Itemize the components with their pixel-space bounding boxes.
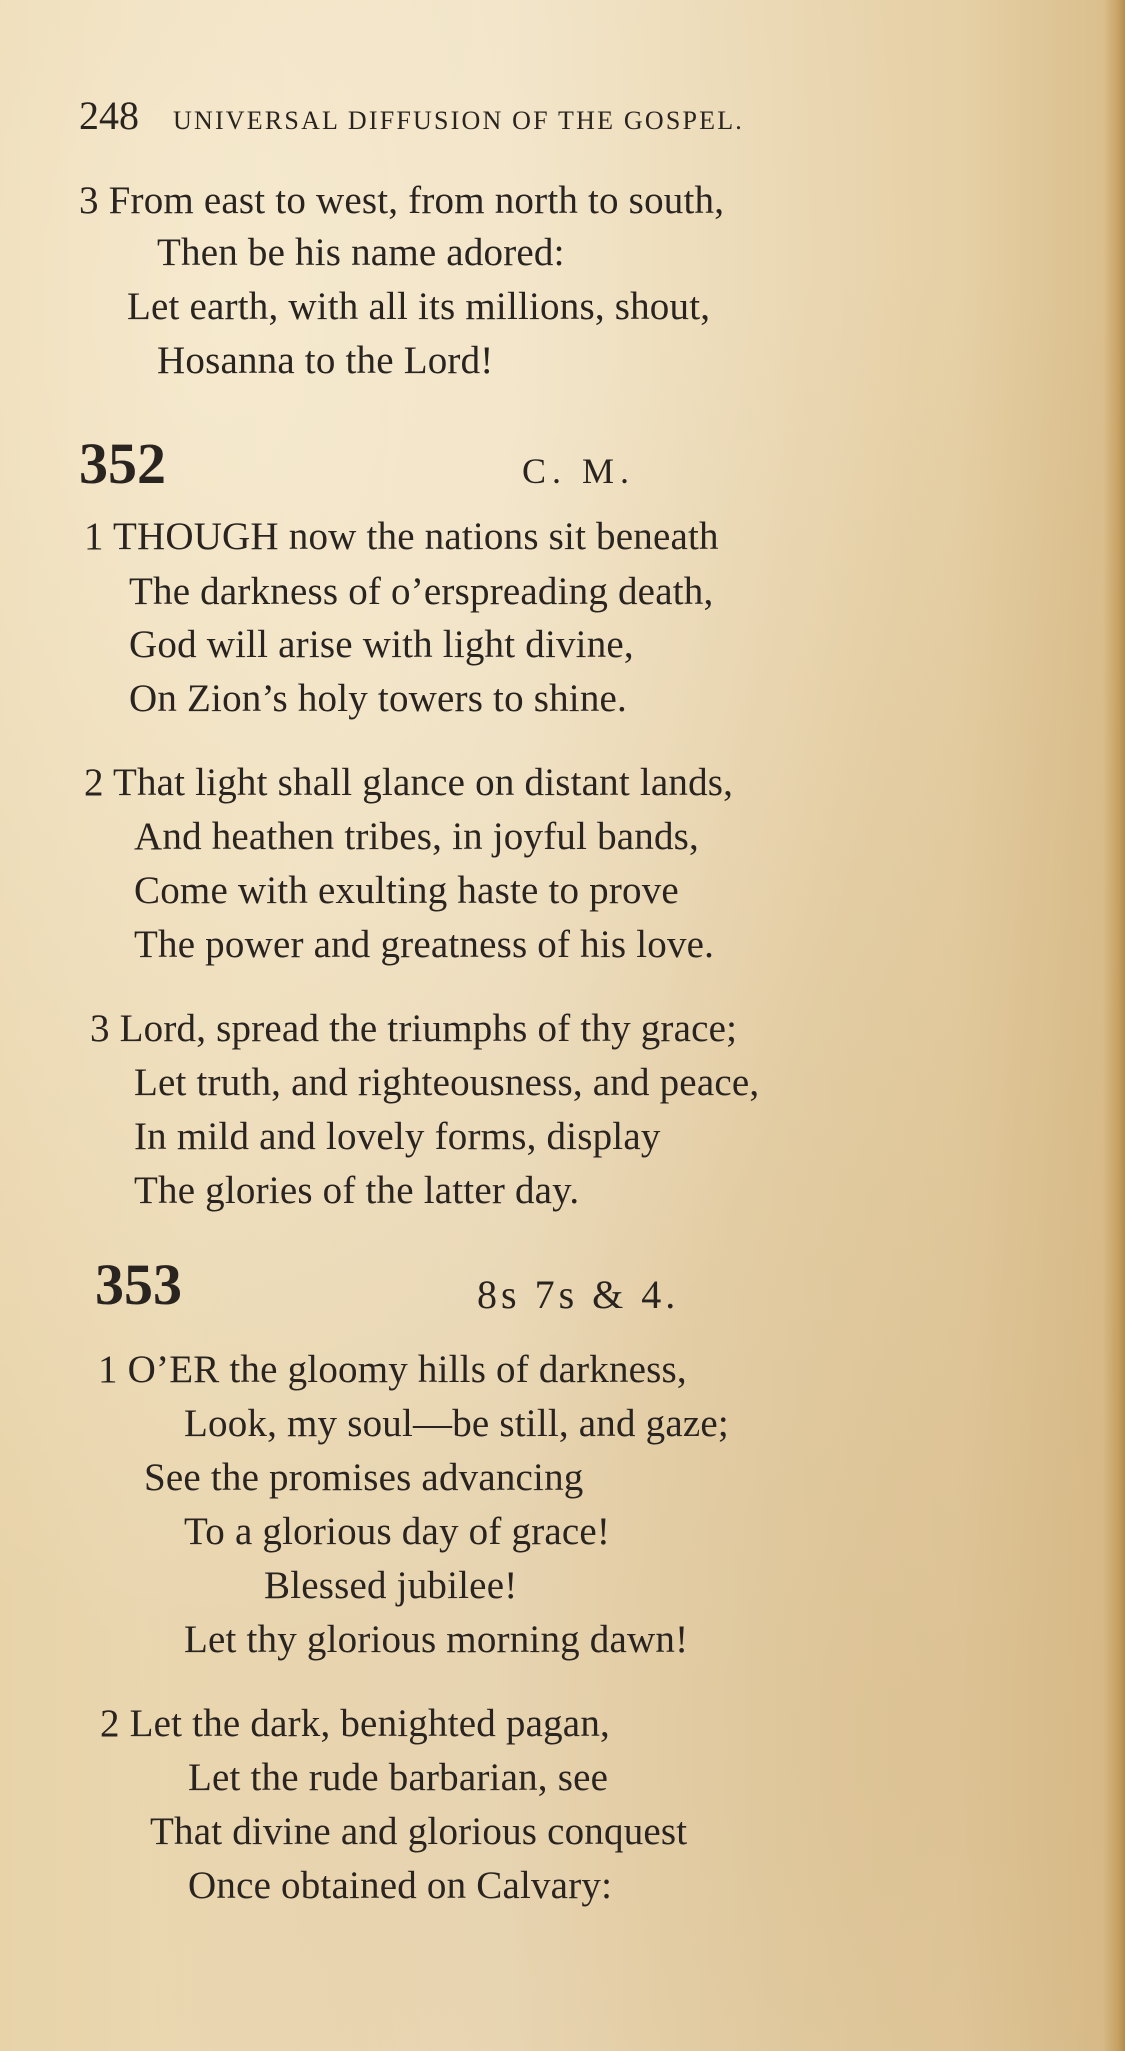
stanza-line: Once obtained on Calvary: bbox=[188, 1864, 613, 1907]
stanza-line: 1 THOUGH now the nations sit beneath bbox=[84, 515, 719, 558]
stanza-line: 3 Lord, spread the triumphs of thy grace; bbox=[90, 1007, 738, 1050]
stanza-line: In mild and lovely forms, display bbox=[134, 1115, 661, 1158]
stanza-line: Let thy glorious morning dawn! bbox=[184, 1618, 689, 1661]
continued-stanza-line: Hosanna to the Lord! bbox=[157, 339, 494, 382]
stanza-line: The glories of the latter day. bbox=[134, 1169, 580, 1212]
continued-stanza-line: Then be his name adored: bbox=[157, 231, 565, 274]
stanza-line: See the promises advancing bbox=[144, 1456, 584, 1499]
stanza-line: 2 That light shall glance on distant lands, bbox=[84, 761, 734, 804]
hymn-meter: 8s 7s & 4. bbox=[477, 1272, 680, 1317]
running-header bbox=[79, 92, 744, 139]
stanza-line: Look, my soul—be still, and gaze; bbox=[184, 1402, 729, 1445]
stanza-line: 1 O’ER the gloomy hills of darkness, bbox=[98, 1348, 687, 1391]
hymn-number: 352 bbox=[79, 431, 166, 496]
continued-stanza-line: Let earth, with all its millions, shout, bbox=[127, 285, 711, 328]
stanza-line: Let the rude barbarian, see bbox=[188, 1756, 609, 1799]
hymn-meter: C. M. bbox=[522, 451, 636, 491]
running-title: UNIVERSAL DIFFUSION OF THE GOSPEL. bbox=[173, 106, 745, 135]
stanza-line: And heathen tribes, in joyful bands, bbox=[134, 815, 700, 858]
stanza-line: To a glorious day of grace! bbox=[184, 1510, 611, 1553]
stanza-line: Let truth, and righteousness, and peace, bbox=[134, 1061, 760, 1104]
stanza-line: 2 Let the dark, benighted pagan, bbox=[100, 1702, 610, 1745]
stanza-line: That divine and glorious conquest bbox=[150, 1810, 688, 1853]
stanza-line: On Zion’s holy towers to shine. bbox=[129, 677, 628, 720]
page-number: 248 bbox=[79, 93, 139, 138]
page-edge-shadow bbox=[1103, 0, 1125, 2051]
stanza-line: The darkness of o’erspreading death, bbox=[129, 570, 714, 613]
hymn-number: 353 bbox=[95, 1252, 182, 1317]
stanza-line: The power and greatness of his love. bbox=[134, 923, 715, 966]
continued-stanza-line: 3 From east to west, from north to south, bbox=[79, 179, 725, 222]
stanza-line: Come with exulting haste to prove bbox=[134, 869, 679, 912]
stanza-line: God will arise with light divine, bbox=[129, 623, 634, 666]
stanza-line: Blessed jubilee! bbox=[264, 1564, 518, 1607]
